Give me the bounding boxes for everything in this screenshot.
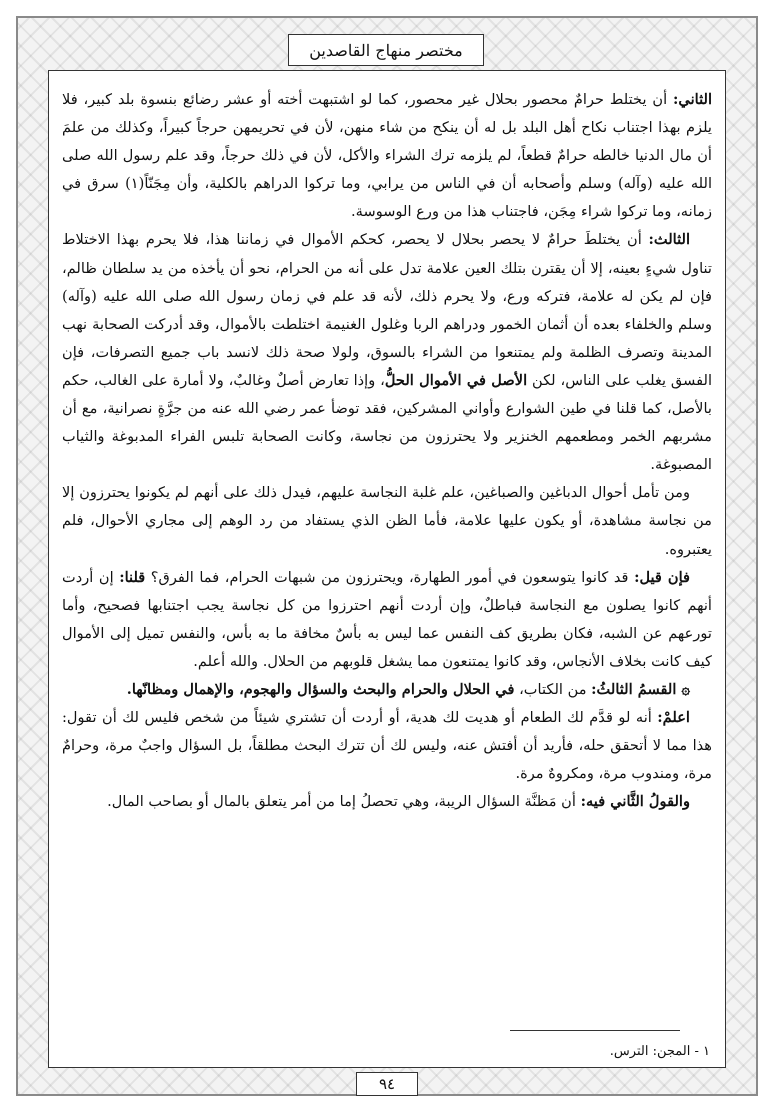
paragraph-lead: فإن قيل: xyxy=(634,568,691,586)
paragraph-text: إن أردت أنهم كانوا يصلون مع النجاسة فباطلٌ، وإن أردت أنهم احترزوا من كل نجاسة يجب اجتنابها فصحيح، وأما تورعهم عن الشبه، فكان بطريق كف النفس عما ليس به بأسٌ مخافة ما به بأس، والنفس تميل إلى الأموال كيف كانت بخلاف الأنجاس، وقد كانوا يمتنعون مما يشغل قلوبهم من الحلال. والله أعلم. xyxy=(62,568,712,670)
paragraph-know xyxy=(62,704,712,788)
page-number: ٩٤ xyxy=(378,1075,396,1093)
paragraph-dyers xyxy=(62,479,712,563)
running-header xyxy=(288,34,484,66)
section-heading xyxy=(62,676,712,704)
paragraph-emphasis: قلنا: xyxy=(119,568,146,586)
paragraph-text: أن يختلطَ حرامٌ لا يحصر بحلال لا يحصر، كحكم الأموال في زماننا هذا، فلا يحرم بهذا الاختلاط تناول شيءٍ بعينه، إلا أن يقترن بتلك العين علامة تدل على أنه من الحرام، نحو أن يأخذه من يد سلطان ظالم، فإن لم يكن له علامة، فتركه ورع، ولا يحرم ذلك، لأنه قد علم في زمان رسول الله صلى الله عليه (وآله) وسلم والخلفاء بعده أن أثمان الخمور ودراهم الربا وغلول الغنيمة اختلطت بالأموال، وقد أدركت الصحابة نهب المدينة وتصرف الظلمة ولم يمتنعوا من الشراء بالسوق، ولولا صحة ذلك لانسد باب جميع التصرفات، فإن الفسق يغلب على الناس، لكن xyxy=(62,231,713,389)
paragraph-third xyxy=(62,226,712,479)
paragraph-lead: الثالث: xyxy=(648,231,690,249)
paragraph-text: أن مَظنَّة السؤال الريبة، وهي تحصلُ إما من أمر يتعلق بالمال أو بصاحب المال. xyxy=(107,793,581,811)
paragraph-text: أن يختلط حرامٌ محصور بحلال غير محصور، كما لو اشتبهت أخته أو عشر رضائع بنسوة بلد كبير، فلا يلزم بهذا اجتناب نكاح أهل البلد بل له أن ينكح من شاء منهن، لأن في تحريمهن حرجاً كبيراً، وكذلك من علمَ أن مال الدنيا خالطه حرامٌ قطعاً، لم يلزمه ترك الشراء والأكل، لأن في ذلك حرجاً، وقد علم رسول الله صلى الله عليه (وآله) وسلم وأصحابه أن في الناس من يرابي، وما تركوا الدراهم بالكلية، وأن مِجَنّاً(١) سرق في زمانه، وما تركوا شراء مِجَن، فاجتناب هذا من ورع الوسوسة. xyxy=(62,91,713,221)
footnote: ١ - المجن: الترس. xyxy=(609,1044,710,1059)
paragraph-lead: والقولُ الثَّاني فيه: xyxy=(580,793,690,811)
paragraph-lead: الثاني: xyxy=(673,91,712,108)
footnote-separator xyxy=(510,1030,680,1031)
section-lead: ۞ القسمُ الثالثُ: xyxy=(591,680,690,698)
paragraph-second xyxy=(62,86,712,226)
page-number-frame xyxy=(356,1072,418,1096)
paragraph-second-saying xyxy=(62,788,712,816)
paragraph-emphasis: الأصل في الأموال الحلُّ xyxy=(384,371,528,389)
paragraph-text: أنه لو قدَّم لك الطعام أو هديت لك هدية، أو أردت أن تشتري شيئاً من شخص فليس لك أن تقول: هذا مما لا أتحقق حله، فأريد أن أفتش عنه، وليس لك أن تترك البحث مطلقاً، بل السؤال واجبٌ مرة، وحرامٌ مرة، ومندوب مرة، ومكروهٌ مرة. xyxy=(62,709,712,783)
paragraph-text: قد كانوا يتوسعون في أمور الطهارة، ويحترزون من شبهات الحرام، فما الفرق؟ xyxy=(145,568,635,586)
paragraph-text: ومن تأمل أحوال الدباغين والصباغين، علم غلبة النجاسة عليهم، فيدل ذلك على أنهم لم يكونوا يحترزون إلا من نجاسة مشاهدة، أو يكون عليها علامة، فأما الظن الذي يستفاد من رد الوهم إلى مجاري الأحوال، فلم يعتبروه. xyxy=(62,484,712,558)
book-title: مختصر منهاج القاصدين xyxy=(309,40,463,60)
section-title: في الحلال والحرام والبحث والسؤال والهجوم، والإهمال ومظانّها. xyxy=(126,680,515,698)
page-body xyxy=(62,86,712,816)
paragraph-objection xyxy=(62,564,712,676)
section-text: من الكتاب، xyxy=(514,680,592,698)
paragraph-lead: اعلمْ: xyxy=(657,709,690,727)
paragraph-text: ، وإذا تعارض أصلٌ وغالبٌ، ولا أمارة على الغالب، حكم بالأصل، كما قلنا في طين الشوارع وأواني المشركين، فقد توضأ عمر رضي الله عنه من جرَّةٍ نصرانية، مع أن مشربهم الخمر ومطعمهم الخنزير ولا يحترزون من نجاسة، وكانت الصحابة تلبس الفراء المدبوغة والثياب المصبوغة. xyxy=(62,371,712,474)
